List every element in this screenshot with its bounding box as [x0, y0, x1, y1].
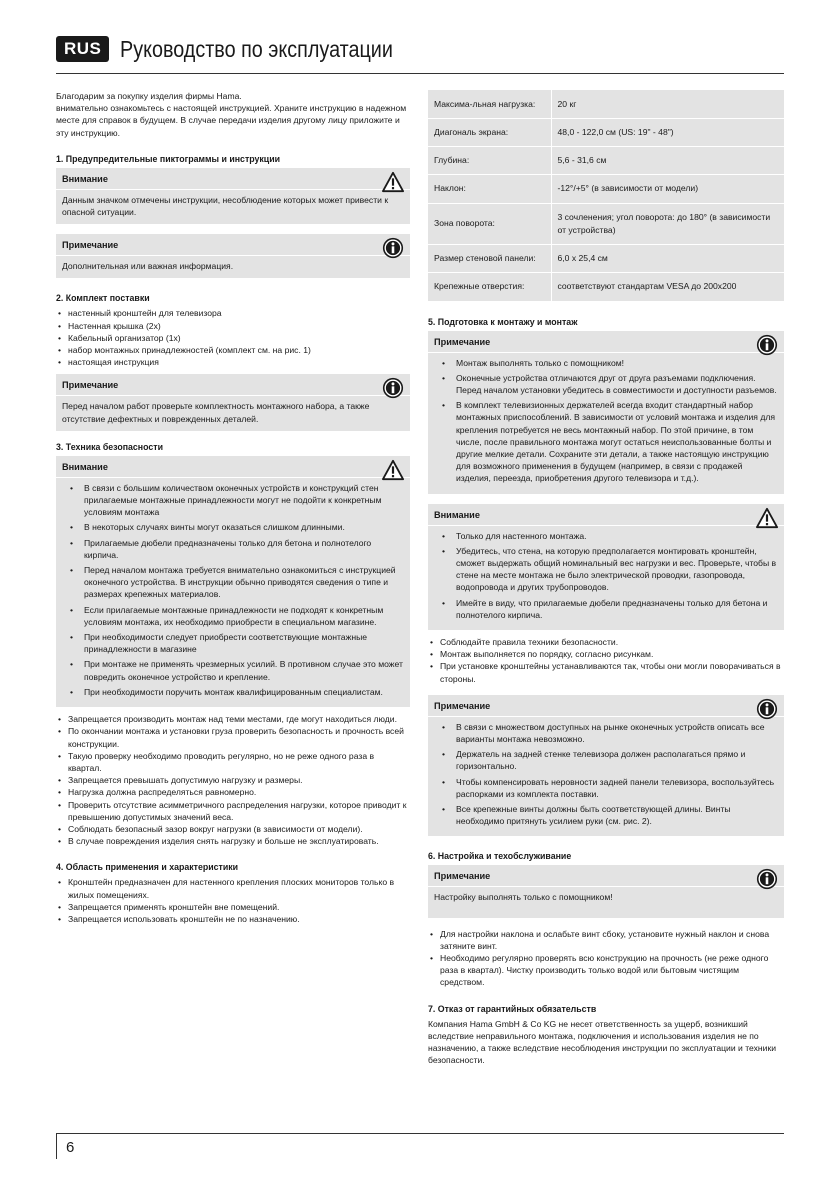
spec-key: Размер стеновой панели:	[428, 244, 551, 272]
language-badge: RUS	[56, 36, 109, 62]
list-item: • В некоторых случаях винты могут оказаться слишком длинными.	[62, 521, 404, 533]
disclaimer-text: Компания Hama GmbH & Co KG не несет ответственность за ущерб, возникший вследствие неправильного монтажа, подключения и использования изделия не по назначению, а также вследствие несоблюдения инструкции по эксплуатации и техники безопасности.	[428, 1018, 777, 1066]
page-number: 6	[66, 1139, 75, 1156]
list-item: • При необходимости следует приобрести соответствующие монтажные принадлежности в магазине	[62, 631, 404, 655]
info-icon	[382, 237, 404, 259]
section-3-title: 3. Техника безопасности	[56, 441, 163, 452]
list-item: • Настенная крышка (2x)	[56, 320, 410, 332]
info-icon	[382, 377, 404, 399]
list-item: • Нагрузка должна распределяться равномерно.	[56, 786, 410, 798]
note-box-5b	[428, 695, 784, 837]
spec-key: Крепежные отверстия:	[428, 272, 551, 301]
note-text: Перед началом работ проверьте комплектность монтажного набора, а также отсутствие дефектных и поврежденных деталей.	[62, 401, 370, 424]
list-item: • В связи с множеством доступных на рынке оконечных устройств описать все варианты монтажа невозможно.	[434, 721, 778, 745]
warning-text: Данным значком отмечены инструкции, несоблюдение которых может привести к опасной ситуации.	[62, 194, 389, 218]
list-item: • Запрещается использовать кронштейн не по назначению.	[56, 913, 410, 925]
safety-warning-list	[62, 482, 404, 698]
list-item: • Соблюдать безопасный зазор вокруг нагрузки (в зависимости от модели).	[56, 823, 410, 835]
spec-value: 48,0 - 122,0 см (US: 19" - 48")	[551, 118, 784, 146]
usage-list	[56, 876, 410, 925]
list-item: • При установке кронштейны устанавливаются так, чтобы они могли поворачиваться в стороны.	[428, 660, 784, 684]
list-item: • В связи с большим количеством оконечных устройств и конструкций стен прилагаемые монтажные принадлежности могут не подойти к конкретным условиям монтажа	[62, 482, 404, 519]
table-row	[428, 272, 784, 301]
list-item: • Прилагаемые дюбели предназначены только для бетона и полнотелого кирпича.	[62, 537, 404, 561]
footer-divider	[56, 1133, 784, 1134]
list-item: • Запрещается превышать допустимую нагрузку и размеры.	[56, 774, 410, 786]
note-title: Примечание	[434, 336, 491, 347]
warning-title: Внимание	[62, 461, 108, 472]
page-header	[56, 34, 784, 74]
note-box-1	[56, 234, 410, 278]
list-item: • Кронштейн предназначен для настенного крепления плоских мониторов только в жилых помещениях.	[56, 876, 410, 900]
intro-line-2: внимательно ознакомьтесь с настоящей инструкцией. Храните инструкцию в надежном месте для справок в будущем. В случае передачи изделия другому лицу приложите и эту инструкцию.	[56, 103, 407, 138]
list-item: • В комплект телевизионных держателей всегда входит стандартный набор монтажных приспособлений. В зависимости от условий монтажа и изделия для крепления потребуется не весь монтажный набор. По этой причине, в том числе, после правильного монтажа могут остаться неиспользованные болты и другие мелкие детали. Сохраните эти детали, а также настоящую инструкцию для возможного применения в будущем (например, в связи с продажей изделия, переезда, приобретения другого телевизора и т.д.).	[434, 399, 778, 484]
note-title: Примечание	[62, 380, 119, 391]
warning-icon	[382, 171, 404, 193]
list-item: • Все крепежные винты должны быть соответствующей длины. Винты необходимо притянуть усилием руки (см. рис. 2).	[434, 803, 778, 827]
table-row	[428, 174, 784, 203]
footer-divider-vertical	[56, 1133, 57, 1159]
list-item: • Только для настенного монтажа.	[434, 530, 778, 542]
section-2-title: 2. Комплект поставки	[56, 293, 150, 304]
list-item: • Монтаж выполнять только с помощником!	[434, 357, 778, 369]
note-box-6	[428, 865, 784, 917]
spec-key: Диагональ экрана:	[428, 118, 551, 146]
spec-key: Зона поворота:	[428, 203, 551, 244]
spec-value: -12°/+5° (в зависимости от модели)	[551, 174, 784, 203]
list-item: • настенный кронштейн для телевизора	[56, 307, 410, 319]
section-7-title: 7. Отказ от гарантийных обязательств	[428, 1003, 597, 1014]
note-box-5a	[428, 331, 784, 494]
safety-list	[56, 713, 410, 847]
table-row	[428, 118, 784, 146]
list-item: • Если прилагаемые монтажные принадлежности не подходят к конкретным условиям монтажа, их необходимо приобрести в специальном магазине.	[62, 604, 404, 628]
spec-key: Максима-льная нагрузка:	[428, 90, 551, 118]
mounting-note-list	[434, 357, 778, 485]
note-title: Примечание	[434, 871, 491, 882]
list-item: • Кабельный организатор (1x)	[56, 332, 410, 344]
info-icon	[756, 334, 778, 356]
list-item: • Соблюдайте правила техники безопасности.	[428, 636, 784, 648]
section-1-title: 1. Предупредительные пиктограммы и инструкции	[56, 153, 281, 164]
spec-key: Глубина:	[428, 146, 551, 174]
spec-table	[428, 90, 784, 302]
info-icon	[756, 698, 778, 720]
note-text: Настройку выполнять только с помощником!	[434, 892, 613, 903]
list-item: • Оконечные устройства отличаются друг от друга разъемами подключения. Перед началом установки убедитесь в совместимости и доступности разъемов.	[434, 372, 778, 396]
list-item: • В случае повреждения изделия снять нагрузку и больше не эксплуатировать.	[56, 835, 410, 847]
list-item: • Монтаж выполняется по порядку, согласно рисункам.	[428, 648, 784, 660]
list-item: • Чтобы компенсировать неровности задней панели телевизора, воспользуйтесь распорками из комплекта поставки.	[434, 776, 778, 800]
list-item: • Перед началом монтажа требуется внимательно ознакомиться с инструкцией оконечного устройства. В инструкции обычно приводятся сведения о типе и размерах крепежных материалов.	[62, 564, 404, 601]
spec-value: 20 кг	[551, 90, 784, 118]
section-4-title: 4. Область применения и характеристики	[56, 862, 239, 873]
table-row	[428, 203, 784, 244]
info-icon	[756, 868, 778, 890]
spec-value: соответствуют стандартам VESA до 200x200	[551, 272, 784, 301]
right-column	[428, 90, 784, 1066]
note-title: Примечание	[434, 700, 491, 711]
mounting-list	[428, 636, 784, 685]
list-item: • настоящая инструкция	[56, 356, 410, 368]
list-item: • По окончании монтажа и установки груза проверить безопасность и прочность всей конструкции.	[56, 725, 410, 749]
list-item: • Убедитесь, что стена, на которую предполагается монтировать кронштейн, сможет выдержать общий номинальный вес нагрузки и вес. Проверьте, чтобы в стене на месте монтажа не было электрической проводки, газопровода, водопровода и других трубопроводов.	[434, 545, 778, 594]
page-title: Руководство по эксплуатации	[120, 36, 393, 62]
warning-box-5	[428, 504, 784, 630]
left-column	[56, 90, 410, 925]
note-box-2	[56, 374, 410, 430]
list-item: • Запрещается производить монтаж над теми местами, где могут находиться люди.	[56, 713, 410, 725]
list-item: • Проверить отсутствие асимметричного распределения нагрузки, которое приводит к превышению допустимых значений веса.	[56, 799, 410, 823]
warning-icon	[756, 507, 778, 529]
section-5-title: 5. Подготовка к монтажу и монтаж	[428, 316, 578, 327]
intro-line-1: Благодарим за покупку изделия фирмы Hama.	[56, 91, 242, 101]
mounting-note-list-2	[434, 721, 778, 828]
warning-title: Внимание	[434, 509, 480, 520]
mounting-warning-list	[434, 530, 778, 621]
list-item: • Запрещается применять кронштейн вне помещений.	[56, 901, 410, 913]
spec-value: 5,6 - 31,6 см	[551, 146, 784, 174]
list-item: • Такую проверку необходимо проводить регулярно, но не реже одного раза в квартал.	[56, 750, 410, 774]
spec-key: Наклон:	[428, 174, 551, 203]
table-row	[428, 244, 784, 272]
table-row	[428, 146, 784, 174]
note-text: Дополнительная или важная информация.	[62, 261, 234, 272]
maintenance-list	[428, 928, 784, 989]
spec-value: 3 сочленения; угол поворота: до 180° (в зависимости от устройства)	[551, 203, 784, 244]
list-item: • набор монтажных принадлежностей (комплект см. на рис. 1)	[56, 344, 410, 356]
spec-value: 6,0 x 25,4 см	[551, 244, 784, 272]
list-item: • Держатель на задней стенке телевизора должен располагаться прямо и горизонтально.	[434, 748, 778, 772]
warning-box-1	[56, 168, 410, 224]
note-title: Примечание	[62, 240, 119, 251]
section-6-title: 6. Настройка и техобслуживание	[428, 851, 572, 862]
list-item: • Необходимо регулярно проверять всю конструкцию на прочность (не реже одного раза в квартал). Чистку производить только водой или бытовым чистящим средством.	[428, 952, 784, 989]
warning-box-3	[56, 456, 410, 707]
list-item: • Имейте в виду, что прилагаемые дюбели предназначены только для бетона и полнотелого кирпича.	[434, 597, 778, 621]
list-item: • При необходимости поручить монтаж квалифицированным специалистам.	[62, 686, 404, 698]
warning-icon	[382, 459, 404, 481]
list-item: • Для настройки наклона и ослабьте винт сбоку, установите нужный наклон и снова затяните винт.	[428, 928, 784, 952]
list-item: • При монтаже не применять чрезмерных усилий. В противном случае это может повредить оконечное устройство и крепление.	[62, 658, 404, 682]
warning-title: Внимание	[62, 173, 108, 184]
table-row	[428, 90, 784, 118]
package-list	[56, 307, 410, 368]
